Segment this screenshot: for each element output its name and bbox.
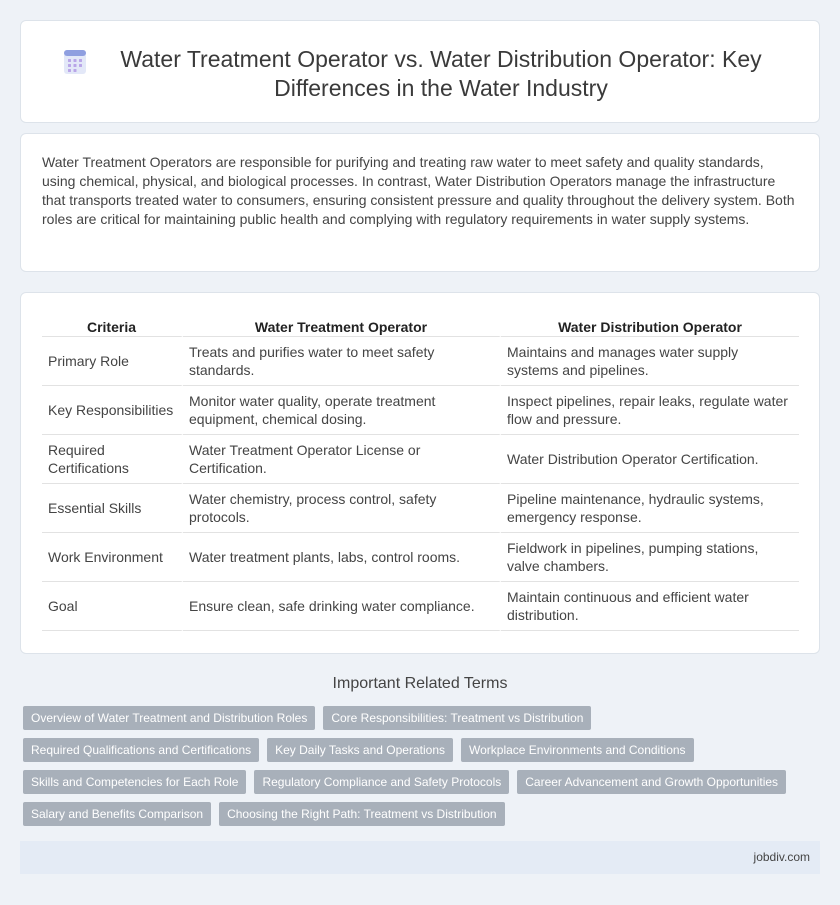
document-grid-icon — [61, 48, 89, 76]
row-distribution-value: Pipeline maintenance, hydraulic systems, emergency response. — [501, 484, 799, 533]
table-row — [42, 484, 799, 533]
footer — [20, 841, 820, 874]
related-term-tag[interactable]: Regulatory Compliance and Safety Protocols — [254, 770, 509, 794]
row-distribution-value: Water Distribution Operator Certification. — [501, 435, 799, 484]
row-distribution-value: Maintain continuous and efficient water distribution. — [501, 582, 799, 631]
row-treatment-value: Water chemistry, process control, safety protocols. — [183, 484, 501, 533]
row-treatment-value: Ensure clean, safe drinking water compliance. — [183, 582, 501, 631]
table-row — [42, 435, 799, 484]
related-term-tag[interactable]: Workplace Environments and Conditions — [461, 738, 694, 762]
related-term-tag[interactable]: Key Daily Tasks and Operations — [267, 738, 453, 762]
page-title: Water Treatment Operator vs. Water Distribution Operator: Key Differences in the Water Industry — [120, 46, 762, 101]
row-distribution-value: Fieldwork in pipelines, pumping stations, valve chambers. — [501, 533, 799, 582]
row-distribution-value: Maintains and manages water supply systems and pipelines. — [501, 337, 799, 386]
column-header-treatment: Water Treatment Operator — [183, 315, 501, 337]
table-row — [42, 582, 799, 631]
summary-card — [20, 133, 820, 272]
related-terms-heading: Important Related Terms — [332, 675, 508, 692]
column-header-criteria: Criteria — [42, 315, 183, 337]
related-term-tag[interactable]: Salary and Benefits Comparison — [23, 802, 211, 826]
row-criteria: Key Responsibilities — [42, 386, 183, 435]
related-term-tag[interactable]: Overview of Water Treatment and Distribution Roles — [23, 706, 315, 730]
related-term-tag[interactable]: Career Advancement and Growth Opportunities — [517, 770, 786, 794]
related-term-tag[interactable]: Required Qualifications and Certifications — [23, 738, 259, 762]
row-criteria: Primary Role — [42, 337, 183, 386]
row-distribution-value: Inspect pipelines, repair leaks, regulate water flow and pressure. — [501, 386, 799, 435]
comparison-table-card — [20, 292, 820, 654]
related-term-tag[interactable]: Skills and Competencies for Each Role — [23, 770, 246, 794]
title-row — [21, 21, 819, 103]
related-term-tag[interactable]: Core Responsibilities: Treatment vs Distribution — [323, 706, 591, 730]
row-criteria: Work Environment — [42, 533, 183, 582]
row-treatment-value: Treats and purifies water to meet safety standards. — [183, 337, 501, 386]
summary-text: Water Treatment Operators are responsible for purifying and treating raw water to meet safety and quality standards, using chemical, physical, and biological processes. In contrast, Water Distribution Operators manage the infrastructure that transports treated water to consumers, ensuring consistent pressure and quality throughout the delivery system. Both roles are critical for maintaining public health and complying with regulatory requirements in water supply systems. — [42, 154, 795, 227]
row-treatment-value: Water Treatment Operator License or Certification. — [183, 435, 501, 484]
row-criteria: Required Certifications — [42, 435, 183, 484]
table-row — [42, 386, 799, 435]
table-row — [42, 337, 799, 386]
table-header-row — [42, 315, 799, 337]
footer-site-link[interactable]: jobdiv.com — [753, 850, 810, 864]
row-criteria: Essential Skills — [42, 484, 183, 533]
row-treatment-value: Monitor water quality, operate treatment equipment, chemical dosing. — [183, 386, 501, 435]
column-header-distribution: Water Distribution Operator — [501, 315, 799, 337]
comparison-table — [42, 315, 799, 631]
row-criteria: Goal — [42, 582, 183, 631]
table-row — [42, 533, 799, 582]
row-treatment-value: Water treatment plants, labs, control rooms. — [183, 533, 501, 582]
related-terms-list — [23, 706, 813, 826]
related-term-tag[interactable]: Choosing the Right Path: Treatment vs Distribution — [219, 802, 504, 826]
header-card — [20, 20, 820, 123]
